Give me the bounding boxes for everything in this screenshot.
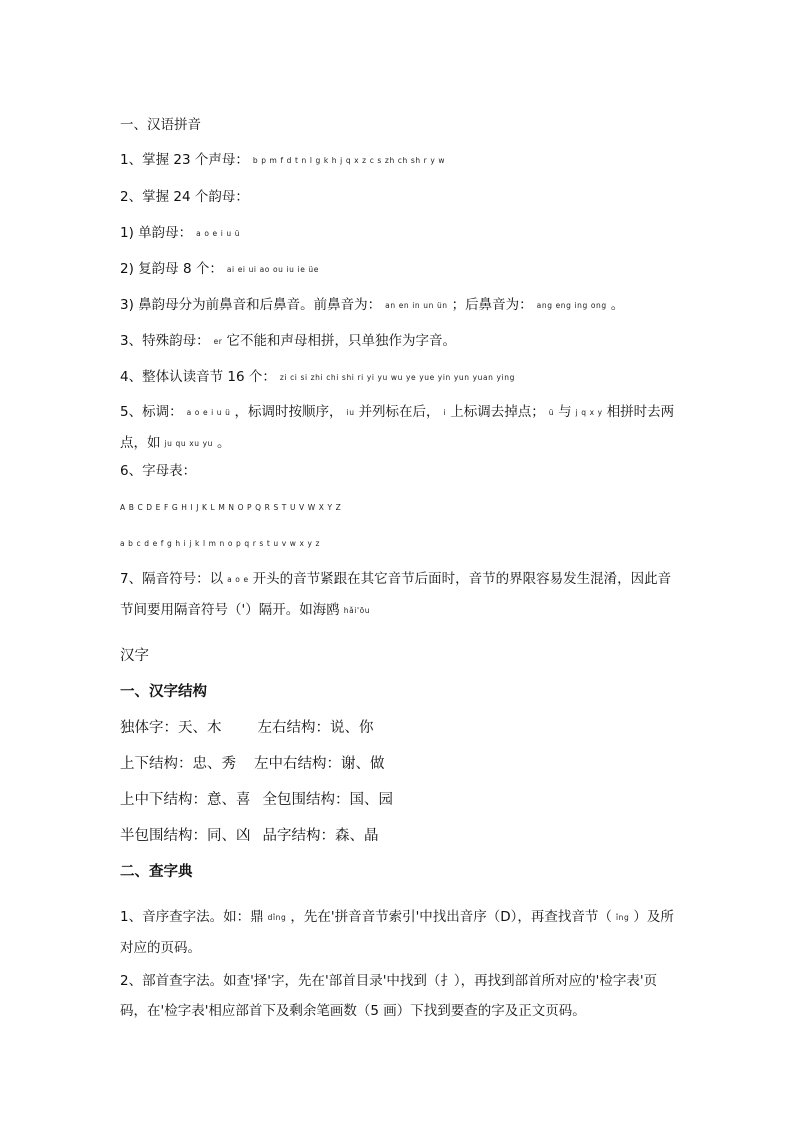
section-title-pinyin: 一、汉语拼音 (120, 117, 201, 133)
item-initials (120, 151, 449, 170)
item-text: 上标调去掉点； (450, 404, 545, 420)
item-nasal-finals (120, 296, 624, 315)
iu-letters: iu (346, 408, 355, 417)
alphabet-lowercase (120, 534, 324, 553)
item-text: ，标调时按顺序， (234, 404, 343, 420)
u-umlaut-letter: ü (548, 408, 555, 417)
structure-a: 独体字：天、木 (120, 720, 222, 736)
structure-row (120, 718, 374, 738)
structure-row (120, 790, 393, 810)
item-text: ）及所对应的页码。 (120, 909, 674, 956)
item-finals: 2、掌握 24 个韵母： (120, 189, 249, 205)
item-simple-finals (120, 224, 244, 243)
structure-a: 半包围结构：同、凶 (120, 828, 251, 844)
item-text: 并列标在后， (358, 404, 440, 420)
dictionary-item-pinyin (120, 902, 676, 963)
item-label: 7、隔音符号：以 (120, 571, 224, 587)
structure-b: 左右结构：说、你 (257, 720, 374, 736)
initials-letters: b p m f d t n l g k h j q x z c s zh ch sh r y w (252, 156, 446, 165)
whole-syllables-letters: zi ci si zhi chi shi ri yi yu wu ye yue yin yun yuan ying (279, 373, 515, 382)
item-label: 5、标调： (120, 404, 183, 420)
jqxy-letters: j q x y (575, 408, 603, 417)
example-syllable: ǐng (615, 913, 630, 922)
item-text: 相拼时去两点，如 (120, 404, 675, 451)
item-text: ；后鼻音为： (451, 297, 533, 313)
item-text: 与 (558, 404, 572, 420)
structure-a: 上下结构：忠、秀 (120, 756, 236, 772)
structure-b: 品字结构：森、晶 (262, 828, 379, 844)
back-nasal-letters: ang eng ing ong (536, 301, 607, 310)
item-text: 1、音序查字法。如：鼎 (120, 909, 264, 925)
item-label: 3) 鼻韵母分为前鼻音和后鼻音。前鼻音为： (120, 297, 382, 313)
i-letter: i (443, 408, 447, 417)
item-text-end: 。 (610, 297, 625, 313)
item-label: 1、掌握 23 个声母： (120, 152, 249, 168)
example-syllables: ju qu xu yu (164, 439, 213, 448)
item-special-final (120, 332, 456, 351)
alphabet-uppercase (120, 498, 345, 517)
item-compound-finals (120, 260, 323, 279)
compound-finals-letters: ai ei ui ao ou iu ie üe (226, 265, 319, 274)
example-pinyin: dǐng (267, 913, 287, 922)
lowercase-letters: a b c d e f g h i j k l m n o p q r s t u v w x y z (120, 539, 321, 548)
item-text: ，先在'拼音音节索引'中找出音序（D），再查找音节（ (290, 909, 612, 925)
item-text-end: 。 (217, 435, 231, 451)
item-label: 4、整体认读音节 16 个： (120, 369, 276, 385)
item-alphabet: 6、字母表： (120, 463, 197, 479)
structure-a: 上中下结构：意、喜 (120, 792, 251, 808)
uppercase-letters: A B C D E F G H I J K L M N O P Q R S T U V W X Y Z (120, 503, 342, 512)
front-nasal-letters: an en in un ün (385, 301, 448, 310)
item-label: 2) 复韵母 8 个： (120, 261, 223, 277)
item-separator-mark (120, 564, 676, 626)
structure-row (120, 826, 379, 846)
tone-vowels: a o e i u ü (186, 408, 231, 417)
section-title-hanzi: 汉字 (120, 648, 149, 664)
item-label: 3、特殊韵母： (120, 333, 210, 349)
structure-row (120, 754, 385, 774)
example-pinyin: hǎi'ōu (343, 606, 371, 615)
subsection-title-structure: 一、汉字结构 (120, 684, 207, 700)
simple-finals-letters: a o e i u ü (196, 229, 241, 238)
aoe-letters: a o e (227, 575, 249, 584)
dictionary-item-radical: 2、部首查字法。如查'择'字，先在'部首目录'中找到（扌），再找到部首所对应的'检字表'页码，在'检字表'相应部首下及剩余笔画数（5 画）下找到要查的字及正文页码。 (120, 973, 658, 1019)
item-whole-syllables (120, 368, 519, 387)
item-text: 开头的音节紧跟在其它音节后面时，音节的界限容易发生混淆，因此音节间要用隔音符号（'）隔开。如海鸥 (120, 571, 672, 618)
er-letters: er (213, 337, 223, 346)
item-label: 1) 单韵母： (120, 225, 193, 241)
structure-b: 全包围结构：国、园 (262, 792, 393, 808)
subsection-title-dictionary: 二、查字典 (120, 864, 193, 880)
structure-b: 左中右结构：谢、做 (254, 756, 385, 772)
item-tone-marking (120, 397, 676, 459)
item-text: 它不能和声母相拼，只单独作为字音。 (226, 333, 456, 349)
